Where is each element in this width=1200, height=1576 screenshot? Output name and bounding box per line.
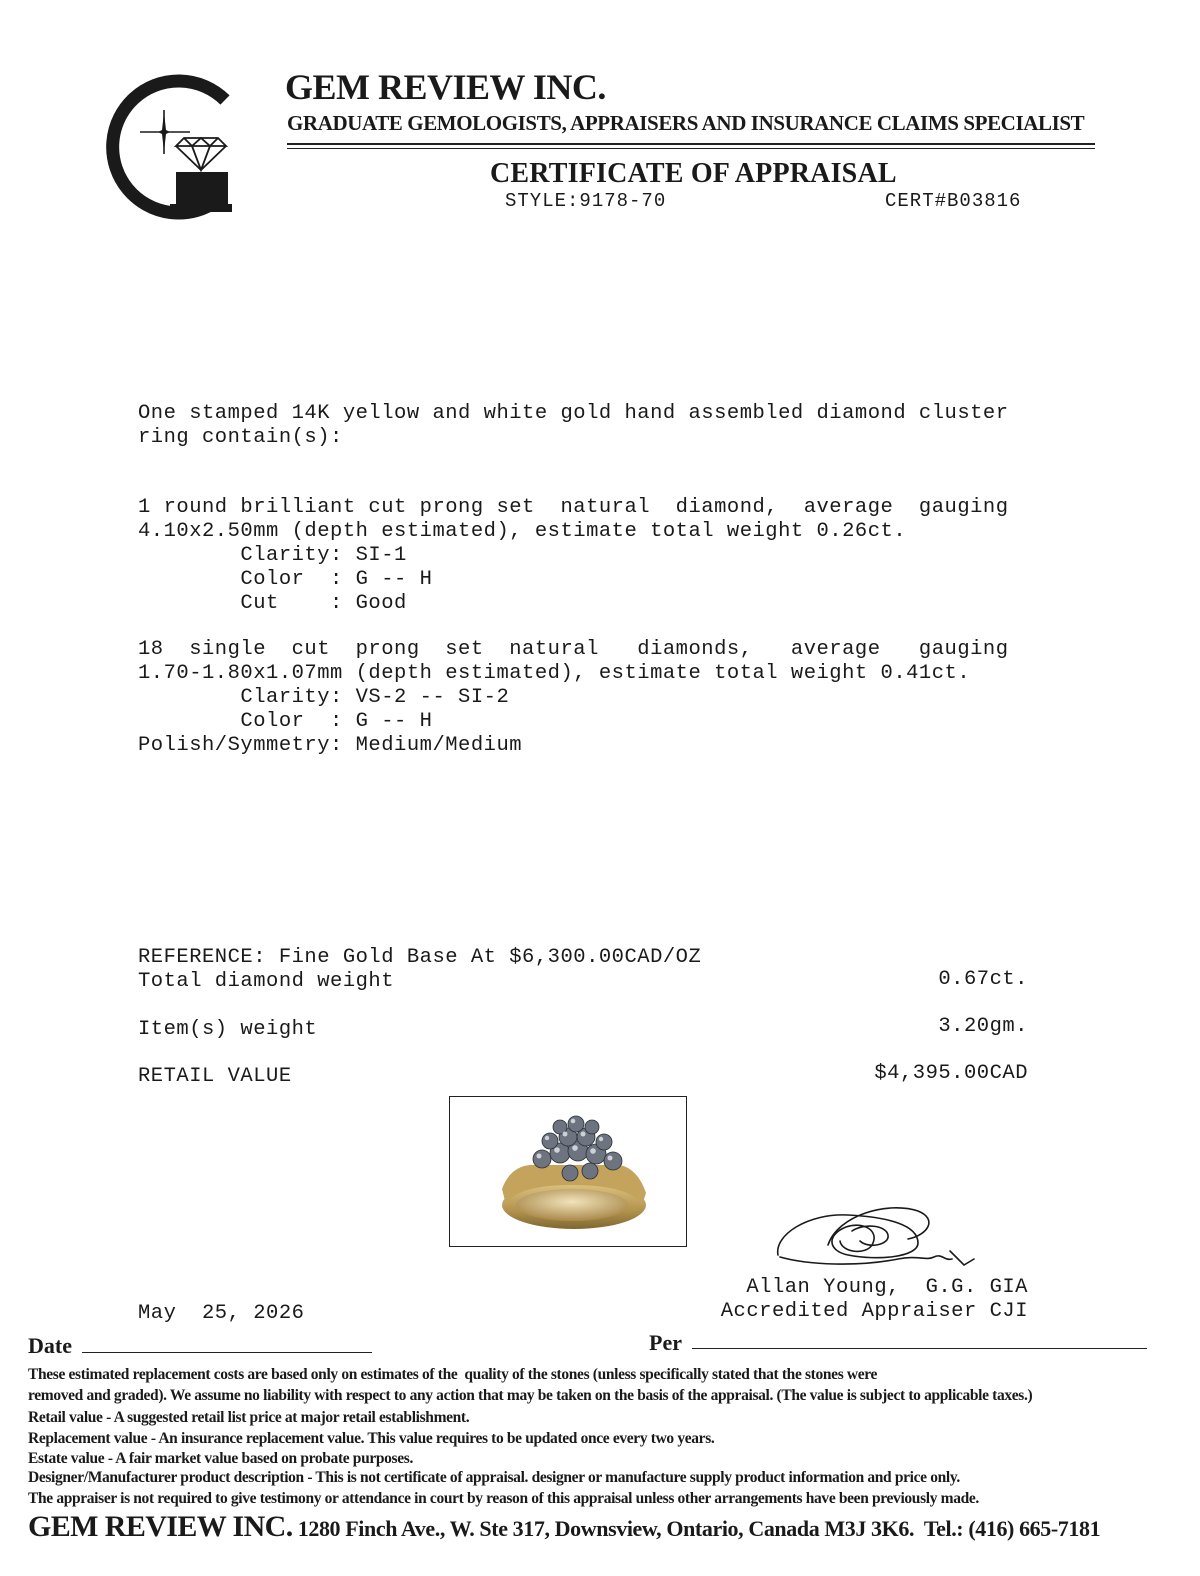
- header-divider: [287, 143, 1095, 145]
- appraiser-name: Allan Young, G.G. GIA: [746, 1276, 1028, 1299]
- disclaimer-line-6: Designer/Manufacturer product description - This is not certificate of appraisal. designer or manufacture supply product information and price only.: [28, 1469, 960, 1486]
- description-line-1: One stamped 14K yellow and white gold hand assembled diamond cluster: [138, 402, 1009, 425]
- certificate-title: CERTIFICATE OF APPRAISAL: [490, 158, 897, 189]
- company-name: GEM REVIEW INC.: [285, 67, 606, 107]
- disclaimer-line-2: removed and graded). We assume no liability with respect to any action that may be taken on the basis of the appraisal. (The value is subject to applicable taxes.): [28, 1387, 1033, 1404]
- disclaimer-line-1: These estimated replacement costs are based only on estimates of the quality of the stones (unless specifically stated that the stones were: [28, 1366, 878, 1383]
- reference-line: REFERENCE: Fine Gold Base At $6,300.00CAD/OZ: [138, 946, 702, 969]
- appraiser-credential: Accredited Appraiser CJI: [720, 1300, 1028, 1323]
- stone-2-polish: Polish/Symmetry: Medium/Medium: [138, 734, 523, 757]
- stone-1-clarity: Clarity: SI-1: [138, 544, 407, 567]
- ring-icon: [450, 1097, 686, 1246]
- footer: [28, 1510, 1100, 1544]
- footer-address: 1280 Finch Ave., W. Ste 317, Downsview, Ontario, Canada M3J 3K6. Tel.: (416) 665-7181: [292, 1516, 1101, 1541]
- retail-value-label: RETAIL VALUE: [138, 1065, 292, 1088]
- disclaimer-line-5: Estate value - A fair market value based on probate purposes.: [28, 1450, 413, 1467]
- footer-company: GEM REVIEW INC.: [28, 1510, 293, 1543]
- date-label: Date: [28, 1333, 72, 1358]
- stone-1-color: Color : G -- H: [138, 568, 433, 591]
- date-underline: [82, 1352, 372, 1353]
- disclaimer-line-7: The appraiser is not required to give testimony or attendance in court by reason of this appraisal unless other arrangements have been previously made.: [28, 1490, 979, 1507]
- total-weight-label: Total diamond weight: [138, 970, 395, 993]
- stone-2-color: Color : G -- H: [138, 710, 433, 733]
- item-weight-value: 3.20gm.: [938, 1015, 1028, 1038]
- stone-2-line-2: 1.70-1.80x1.07mm (depth estimated), estimate total weight 0.41ct.: [138, 662, 971, 685]
- per-underline: [692, 1348, 1147, 1349]
- disclaimer-line-4: Replacement value - An insurance replacement value. This value requires to be updated once every two years.: [28, 1430, 715, 1447]
- stone-2-clarity: Clarity: VS-2 -- SI-2: [138, 686, 510, 709]
- ring-photo: [449, 1096, 687, 1247]
- stone-2-line-1: 18 single cut prong set natural diamonds, average gauging: [138, 638, 1009, 661]
- stone-1-line-1: 1 round brilliant cut prong set natural diamond, average gauging: [138, 496, 1009, 519]
- stone-1-line-2: 4.10x2.50mm (depth estimated), estimate total weight 0.26ct.: [138, 520, 907, 543]
- total-weight-value: 0.67ct.: [938, 968, 1028, 991]
- gem-review-logo-icon: [100, 72, 240, 222]
- style-number: STYLE:9178-70: [505, 190, 667, 212]
- retail-value-amount: $4,395.00CAD: [874, 1062, 1028, 1085]
- date-value: May 25, 2026: [138, 1302, 305, 1325]
- stone-1-cut: Cut : Good: [138, 592, 407, 615]
- signature-icon: [768, 1195, 988, 1285]
- company-tagline: GRADUATE GEMOLOGISTS, APPRAISERS AND INSURANCE CLAIMS SPECIALIST: [287, 111, 1085, 135]
- per-label: Per: [649, 1330, 682, 1355]
- disclaimer-line-3: Retail value - A suggested retail list price at major retail establishment.: [28, 1409, 470, 1426]
- item-weight-label: Item(s) weight: [138, 1018, 318, 1041]
- header-divider-thin: [287, 148, 1095, 149]
- description-line-2: ring contain(s):: [138, 426, 343, 449]
- certificate-number: CERT#B03816: [885, 190, 1022, 212]
